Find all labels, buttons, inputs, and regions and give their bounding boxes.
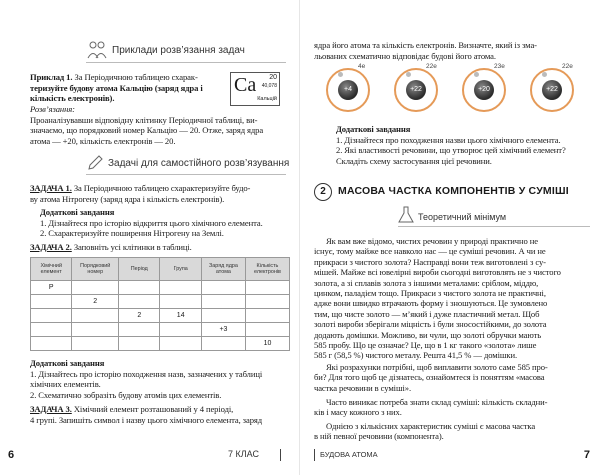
table-cell[interactable]: P: [31, 281, 72, 295]
nucleus: +20: [474, 80, 494, 100]
table-cell[interactable]: [245, 323, 289, 337]
table-cell[interactable]: [160, 295, 201, 309]
table-header: Хімічний елемент: [31, 258, 72, 281]
table-cell[interactable]: 14: [160, 309, 201, 323]
pencil-icon: [86, 154, 104, 172]
table-row: [31, 323, 290, 337]
table-cell[interactable]: [160, 337, 201, 351]
theory-paragraph-3: Часто виникає потреба знати склад суміші: кількість складни- ків і масу кожного з них.: [314, 397, 548, 418]
theory-label: Теоретичний мінімум: [418, 212, 507, 222]
table-cell[interactable]: [160, 323, 201, 337]
electron-count: 23e: [494, 63, 505, 70]
footer-chapter: БУДОВА АТОМА: [320, 450, 378, 459]
nucleus: +22: [542, 80, 562, 100]
table-cell[interactable]: [245, 309, 289, 323]
table-cell[interactable]: [72, 309, 119, 323]
people-icon: [86, 40, 108, 60]
task2-title: ЗАДАЧА 2.: [30, 242, 72, 252]
electron-count: 22e: [426, 63, 437, 70]
divider: [398, 226, 590, 227]
table-cell[interactable]: [31, 323, 72, 337]
task3-extra: Додаткові завдання 1. Дізнайтеся про походження назви цього хімічного елемента. 2. Які властивості речовини, що утворює цей хімічний елемент? Складіть схему застосування цієї речовини.: [336, 124, 566, 166]
electron-dot: [474, 72, 479, 77]
footer-divider: [314, 449, 315, 461]
table-row: [31, 281, 290, 295]
section-title: МАСОВА ЧАСТКА КОМПОНЕНТІВ У СУМІШІ: [338, 185, 569, 197]
section-examples-title: Приклади розв’язання задач: [112, 45, 245, 56]
electron-dot: [542, 72, 547, 77]
atom-diagram: [462, 63, 506, 112]
ca-name: Кальцій: [257, 96, 277, 102]
table-cell[interactable]: [119, 295, 160, 309]
table-cell[interactable]: [201, 281, 245, 295]
ca-mass: 40,078: [261, 83, 277, 89]
table-cell[interactable]: [31, 309, 72, 323]
task2: ЗАДАЧА 2. Заповніть усі клітинки в таблиці.: [30, 242, 192, 252]
atom-diagram: [394, 63, 438, 112]
task1: ЗАДАЧА 1. За Періодичною таблицею схарактеризуйте будо- ву атома Нітрогену (заряд ядра і кількість електронів).: [30, 183, 251, 204]
table-cell[interactable]: [245, 281, 289, 295]
task3: ЗАДАЧА 3. Хімічний елемент розташований у 4 періоді, 4 групі. Запишіть символ і назву цього хімічного елемента, заряд: [30, 404, 263, 425]
table-cell[interactable]: [201, 337, 245, 351]
nucleus: +22: [406, 80, 426, 100]
footer-divider: [280, 449, 281, 461]
table-row: [31, 309, 290, 323]
flask-icon: [398, 206, 414, 224]
extra-tasks-label: Додаткові завдання: [30, 358, 105, 368]
task3-title: ЗАДАЧА 3.: [30, 404, 72, 414]
table-cell[interactable]: [31, 337, 72, 351]
table-header: Період: [119, 258, 160, 281]
table-cell[interactable]: [119, 337, 160, 351]
page-number: 7: [583, 449, 590, 461]
table-cell[interactable]: [119, 323, 160, 337]
table-header: Заряд ядра атома: [201, 258, 245, 281]
table-header: Порядковий номер: [72, 258, 119, 281]
table-cell[interactable]: [245, 295, 289, 309]
atom-diagram: [530, 63, 574, 112]
electron-count: 4e: [358, 63, 366, 70]
extra-tasks-label: Додаткові завдання: [336, 124, 411, 134]
example1: Приклад 1. За Періодичною таблицею схарак- теризуйте будову атома Кальцію (заряд ядра і кількість електронів).: [30, 72, 203, 104]
table-cell[interactable]: 2: [119, 309, 160, 323]
element-table: [30, 257, 290, 351]
table-cell[interactable]: [160, 281, 201, 295]
table-cell[interactable]: 2: [72, 295, 119, 309]
table-cell[interactable]: 10: [245, 337, 289, 351]
nucleus: +4: [338, 80, 358, 100]
extra-tasks-label: Додаткові завдання: [40, 207, 115, 217]
table-row: [31, 337, 290, 351]
electron-count: 22e: [562, 63, 573, 70]
table-cell[interactable]: [119, 281, 160, 295]
table-cell[interactable]: [72, 337, 119, 351]
electron-dot: [338, 72, 343, 77]
table-cell[interactable]: [201, 295, 245, 309]
table-cell[interactable]: [31, 295, 72, 309]
right-page: [300, 0, 600, 475]
page-number: 6: [8, 449, 15, 461]
table-cell[interactable]: [72, 281, 119, 295]
atom-diagram: [326, 63, 370, 112]
divider: [86, 62, 286, 63]
task1-extra: Додаткові завдання 1. Дізнайтеся про історію відкриття цього хімічного елемента. 2. Схарактеризуйте поширення Нітрогену на Землі.: [40, 207, 263, 239]
table-cell[interactable]: [201, 309, 245, 323]
divider: [86, 174, 286, 175]
ca-symbol: Ca: [234, 74, 257, 96]
calcium-cell: [230, 72, 280, 106]
footer-grade: 7 КЛАС: [228, 449, 259, 459]
section-number-badge: 2: [314, 183, 332, 201]
table-row: [31, 295, 290, 309]
task1-title: ЗАДАЧА 1.: [30, 183, 72, 193]
theory-paragraph-1: Як вам вже відомо, чистих речовин у природі практично не існує, тому майже все навколо нас — це суміші речовин. А чи не прикраси з чистого золота? Насправді вони теж виготовлені з су- мішей. Майже всі ювелірні вироби сьогодні виготовлять не з чистого золота, а зі сплавів золота з іншими металами: сріблом, міддю, цинком, паладієм тощо. Прикраси з чистого золота не практичні, адже вони швидко втрачають форму і зношуються. Це зумовлено тим, що чисте золото — м’який і дуже пластичний метал. Щоб золоті вироби зберігали міцність і були зносостійкими, до золота додають домішки. Можливо, ви чули, що золоті обручки мають 585 пробу. Що це означає? Це, що в 1 кг такого «золота» лише 585 г (58,5 %) чистого металу. Решта 41,5 % — домішки.: [314, 236, 561, 361]
solution: Розв’язання: Проаналізувавши відповідну клітинку Періодичної таблиці, ви- значаємо, що порядковий номер Кальцію — 20. Отже, заряд ядра атома — +20, кількість електронів — 20.: [30, 104, 264, 146]
example1-title: Приклад 1.: [30, 72, 73, 82]
table-cell[interactable]: [72, 323, 119, 337]
section-tasks-title: Задачі для самостійного розв’язування: [108, 158, 290, 169]
solution-label: Розв’язання:: [30, 104, 75, 114]
table-cell[interactable]: +3: [201, 323, 245, 337]
table-header: Кількість електронів: [245, 258, 289, 281]
theory-paragraph-2: Які розрахунки потрібні, щоб виплавити золото саме 585 про- би? Для того щоб це дізнатесь, ознайомтеся із поняттям «масова частка речовини в суміші».: [314, 362, 548, 393]
task3-continued: ядра його атома та кількість електронів. Визначте, який із зма- льованих схематично відповідає будові його атома.: [314, 40, 537, 61]
electron-dot: [406, 72, 411, 77]
table-header: Група: [160, 258, 201, 281]
task2-extra: Додаткові завдання 1. Дізнайтесь про історію походження назв, зазначених у таблиці хімічних елементів. 2. Схематично зобразіть будову атомів цих елементів.: [30, 358, 263, 400]
ca-number: 20: [269, 74, 277, 81]
theory-paragraph-4: Однією з кількісних характеристик суміші є масова частка в ній певної речовини (компонента).: [314, 421, 536, 442]
